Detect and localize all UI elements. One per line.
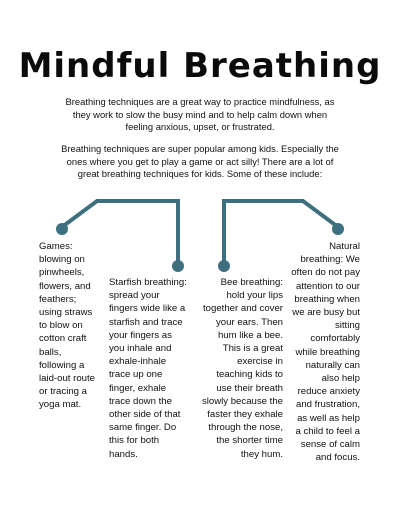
intro-paragraph: Breathing techniques are a great way to practice mindfulness, as they work to slow the busy mind and to help calm down when feeling anxious, upset, or frustrated. xyxy=(65,96,335,132)
page-title: Mindful Breathing xyxy=(18,46,382,86)
technique-games-text: Games: blowing on pinwheels, flowers, and feathers; using straws to blow on cotton craft balls, following a laid-out route or tracing a yoga mat. xyxy=(39,241,95,411)
connector-dot-bee xyxy=(218,260,230,272)
techniques-intro-paragraph: Breathing techniques are super popular among kids. Especially the ones where you get to play a game or act silly! There are a lot of great breathing techniques for kids. Some of these include: xyxy=(61,143,339,179)
technique-natural-text: Natural breathing: We often do not pay attention to our breathing when we are busy but sitting comfortably while breathing naturally can also help reduce anxiety and frustration, as well as help a child to feel a sense of calm and focus. xyxy=(291,241,360,464)
connector-dot-natural xyxy=(332,223,344,235)
technique-bee-text: Bee breathing: hold your lips together and cover your ears. Then hum like a bee. This is a great exercise in teaching kids to use their breath slowly because the faster they exhale through the nose, the shorter time they hum. xyxy=(201,277,283,460)
technique-starfish-text: Starfish breathing: spread your fingers wide like a starfish and trace your fingers as you inhale and exhale-inhale trace up one finger, exhale trace down the other side of that same finger. Do this for both hands. xyxy=(109,277,187,460)
connector-dot-games xyxy=(56,223,68,235)
connector-dot-starfish xyxy=(172,260,184,272)
